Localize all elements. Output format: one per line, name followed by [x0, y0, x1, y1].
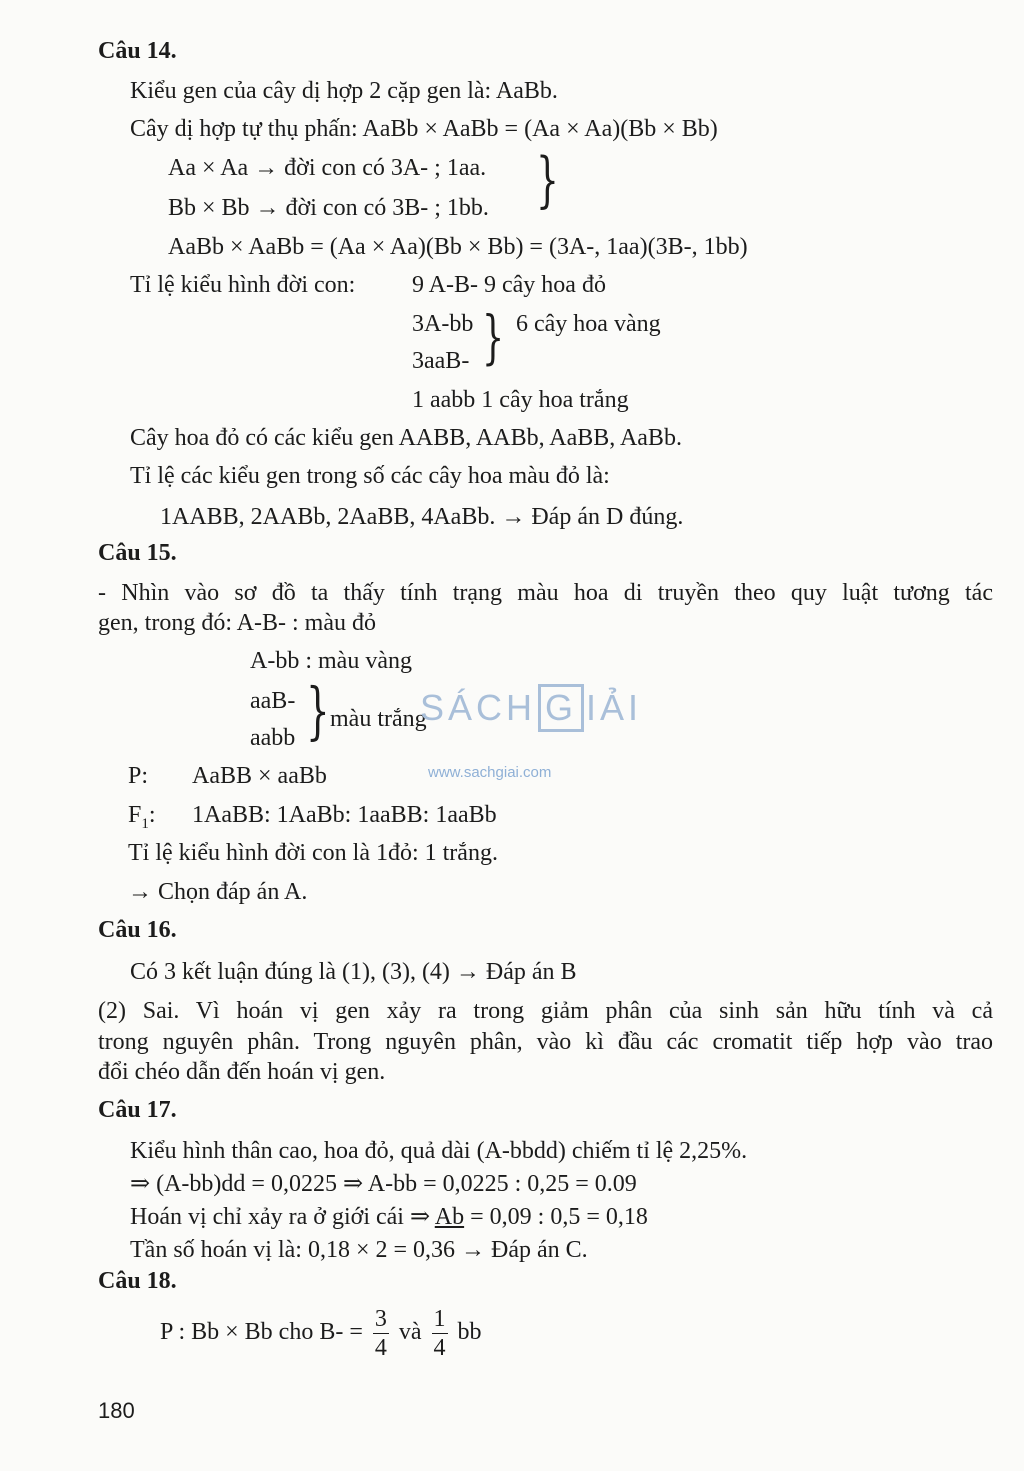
q15-line: A-bb : màu vàng	[250, 648, 412, 674]
q14-line: Bb × Bb → đời con có 3B- ; 1bb.	[168, 195, 489, 221]
q15-line: → Chọn đáp án A.	[128, 879, 308, 905]
question-14-title: Câu 14.	[98, 38, 177, 64]
brace-right: }	[306, 674, 330, 747]
watermark-url: www.sachgiai.com	[428, 764, 552, 781]
q16-line: (2) Sai. Vì hoán vị gen xảy ra trong giảm phân của sinh sản hữu tính và cả	[98, 998, 993, 1024]
q14-line: Tỉ lệ kiểu hình đời con:	[130, 272, 356, 298]
q14-line: Kiểu gen của cây dị hợp 2 cặp gen là: AaBb.	[130, 78, 558, 104]
q17-line: Kiểu hình thân cao, hoa đỏ, quả dài (A-bbdd) chiếm tỉ lệ 2,25%.	[130, 1138, 748, 1164]
q14-line: 6 cây hoa vàng	[516, 311, 661, 337]
q16-line: trong nguyên phân. Trong nguyên phân, vào kì đầu các cromatit tiếp hợp vào trao	[98, 1029, 993, 1055]
q14-line: Cây hoa đỏ có các kiểu gen AABB, AABb, AaBB, AaBb.	[130, 425, 682, 451]
page-number: 180	[98, 1398, 135, 1423]
q14-line: 1AABB, 2AABb, 2AaBB, 4AaBb. → Đáp án D đúng.	[160, 504, 684, 530]
fraction: $\frac{1}{4}$	[433, 1305, 446, 1361]
question-16-title: Câu 16.	[98, 917, 177, 943]
q14-line: AaBb × AaBb = (Aa × Aa)(Bb × Bb) = (3A-, 1aa)(3B-, 1bb)	[168, 234, 748, 260]
q16-line: đổi chéo dẫn đến hoán vị gen.	[98, 1059, 386, 1085]
q17-line: ⇒ (A-bb)dd = 0,0225 ⇒ A-bb = 0,0225 : 0,25 = 0.09	[130, 1171, 637, 1197]
q14-line: Tỉ lệ các kiểu gen trong số các cây hoa màu đỏ là:	[130, 463, 610, 489]
q14-line: 9 A-B- 9 cây hoa đỏ	[412, 272, 606, 298]
q15-line: AaBB × aaBb	[192, 763, 327, 789]
q16-line: Có 3 kết luận đúng là (1), (3), (4) → Đáp án B	[130, 959, 577, 985]
q15-line: màu trắng	[330, 706, 427, 732]
question-17-title: Câu 17.	[98, 1097, 177, 1123]
q15-line: $F_1$:	[128, 802, 156, 832]
fraction: $\frac{3}{4}$	[374, 1305, 387, 1361]
q18-line: P : Bb × Bb cho B- = $\frac{3}{4}$ và $\frac{1}{4}$ bb	[160, 1305, 482, 1361]
brace-right: }	[482, 303, 505, 371]
q17-line: Tần số hoán vị là: 0,18 × 2 = 0,36 → Đáp án C.	[130, 1237, 588, 1263]
q14-line: 3aaB-	[412, 348, 470, 374]
q14-line: 3A-bb	[412, 311, 474, 337]
q15-line: P:	[128, 763, 149, 789]
q15-line: aaB-	[250, 688, 296, 714]
q15-line: gen, trong đó: A-B- : màu đỏ	[98, 610, 376, 636]
q17-line: Hoán vị chỉ xảy ra ở giới cái ⇒ Ab = 0,09 : 0,5 = 0,18	[130, 1204, 648, 1230]
watermark-logo: SÁCH G IẢI www.sachgiai.com	[420, 684, 642, 732]
q14-line: Aa × Aa → đời con có 3A- ; 1aa.	[168, 155, 487, 181]
q15-line: 1AaBB: 1AaBb: 1aaBB: 1aaBb	[192, 802, 497, 828]
q15-line: aabb	[250, 725, 296, 751]
brace-right: }	[536, 145, 559, 215]
q15-line: Tỉ lệ kiểu hình đời con là 1đỏ: 1 trắng.	[128, 840, 498, 866]
q14-line: Cây dị hợp tự thụ phấn: AaBb × AaBb = (Aa × Aa)(Bb × Bb)	[130, 116, 718, 142]
q14-line: 1 aabb 1 cây hoa trắng	[412, 387, 629, 413]
question-15-title: Câu 15.	[98, 540, 177, 566]
q15-line: - Nhìn vào sơ đồ ta thấy tính trạng màu hoa di truyền theo quy luật tương tác	[98, 580, 993, 606]
question-18-title: Câu 18.	[98, 1268, 177, 1294]
